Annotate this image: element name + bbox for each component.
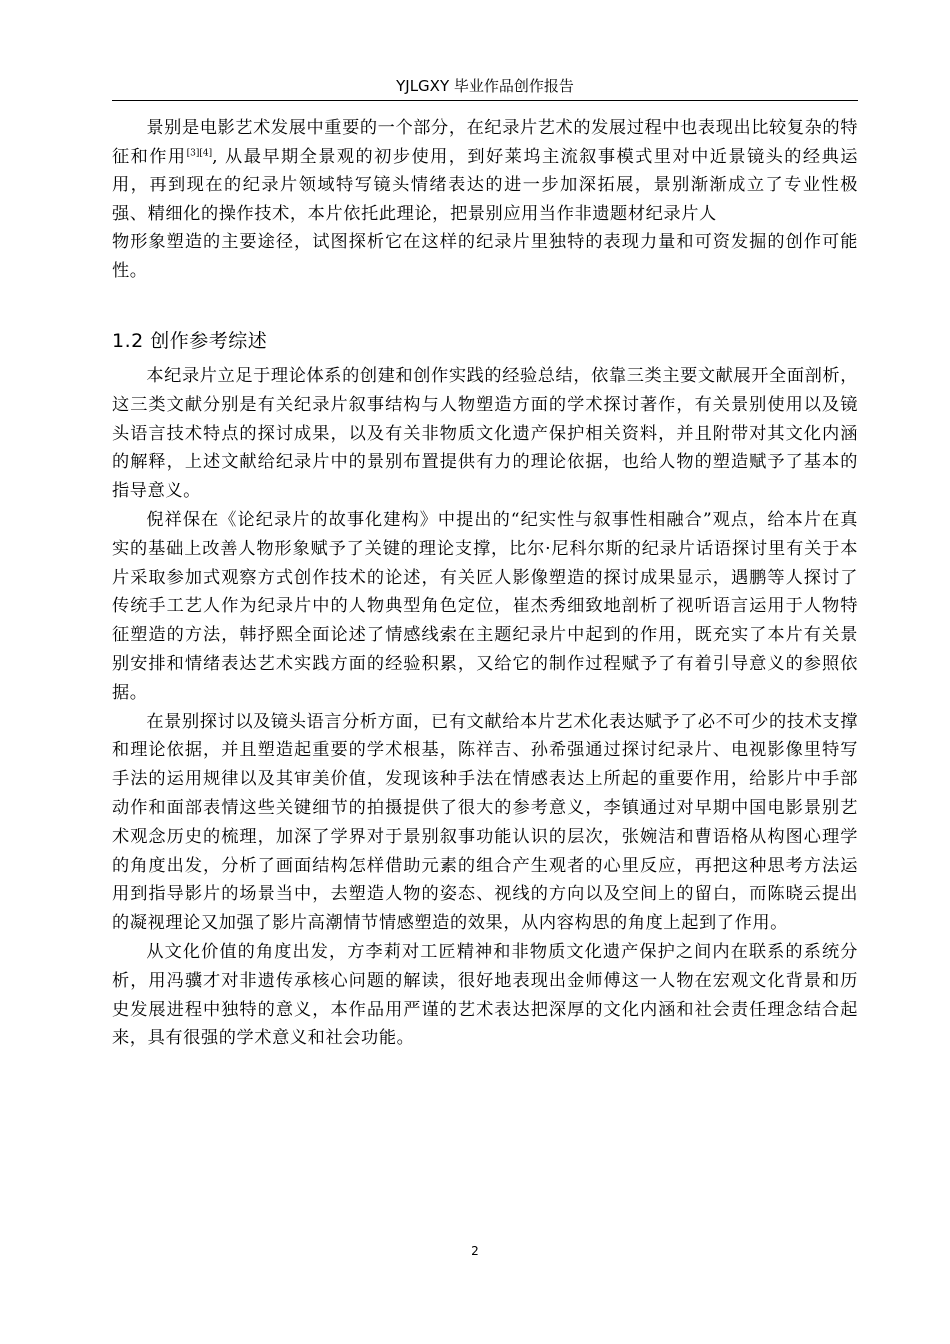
intro-paragraph-continuation: 物形象塑造的主要途径，试图探析它在这样的纪录片里独特的表现力量和可资发掘的创作可能性。: [112, 232, 858, 282]
page-number: 2: [471, 1244, 479, 1258]
intro-paragraph: [112, 114, 858, 228]
page-footer: [0, 1243, 950, 1259]
citation-marker: [3][4]: [186, 147, 213, 158]
body-paragraph-4: 从文化价值的角度出发，方李莉对工匠精神和非物质文化遗产保护之间内在联系的系统分析，用冯骥才对非遗传承核心问题的解读，很好地表现出金师傅这一人物在宏观文化背景和历史发展进程中独特的意义，本作品用严谨的艺术表达把深厚的文化内涵和社会责任理念结合起来，具有很强的学术意义和社会功能。: [112, 941, 858, 1049]
header-title: YJLGXY 毕业作品创作报告: [396, 77, 574, 95]
body-paragraph-3: 在景别探讨以及镜头语言分析方面，已有文献给本片艺术化表达赋予了必不可少的技术支撑和理论依据，并且塑造起重要的学术根基，陈祥吉、孙希强通过探讨纪录片、电视影像里特写手法的运用规律以及其审美价值，发现该种手法在情感表达上所起的重要作用，给影片中手部动作和面部表情这些关键细节的拍摄提供了很大的参考意义，李镇通过对早期中国电影景别艺术观念历史的梳理，加深了学界对于景别叙事功能认识的层次，张婉洁和曹语格从构图心理学的角度出发，分析了画面结构怎样借助元素的组合产生观者的心里反应，再把这种思考方法运用到指导影片的场景当中，去塑造人物的姿态、视线的方向以及空间上的留白，而陈晓云提出的凝视理论又加强了影片高潮情节情感塑造的效果，从内容构思的角度上起到了作用。: [112, 711, 858, 934]
page-body: [112, 114, 858, 1053]
page-header: [112, 74, 858, 101]
intro-text-before-citation: 景别是电影艺术发展中重要的一个部分，在纪录片艺术的发展过程中也表现出比较复杂的特征和作用: [112, 118, 858, 167]
intro-text-after-citation: , 从最早期全景观的初步使用，到好莱坞主流叙事模式里对中近景镜头的经典运用，再到现在的纪录片领域特写镜头情绪表达的进一步加深拓展，景别渐渐成立了专业性极强、精细化的操作技术，本片依托此理论，把景别应用当作非遗题材纪录片人: [112, 146, 859, 224]
body-paragraph-2: 倪祥保在《论纪录片的故事化建构》中提出的“纪实性与叙事性相融合”观点，给本片在真实的基础上改善人物形象赋予了关键的理论支撑，比尔·尼科尔斯的纪录片话语探讨里有关于本片采取参加式观察方式创作技术的论述，有关匠人影像塑造的探讨成果显示，遇鹏等人探讨了传统手工艺人作为纪录片中的人物典型角色定位，崔杰秀细致地剖析了视听语言运用于人物特征塑造的方法，韩抒熙全面论述了情感线索在主题纪录片中起到的作用，既充实了本片有关景别安排和情绪表达艺术实践方面的经验积累，又给它的制作过程赋予了有着引导意义的参照依据。: [112, 509, 858, 703]
section-heading: 1.2 创作参考综述: [112, 329, 268, 352]
body-paragraph-1: 本纪录片立足于理论体系的创建和创作实践的经验总结，依靠三类主要文献展开全面剖析，这三类文献分别是有关纪录片叙事结构与人物塑造方面的学术探讨著作，有关景别使用以及镜头语言技术特点的探讨成果，以及有关非物质文化遗产保护相关资料，并且附带对其文化内涵的解释，上述文献给纪录片中的景别布置提供有力的理论依据，也给人物的塑造赋予了基本的指导意义。: [112, 365, 858, 502]
